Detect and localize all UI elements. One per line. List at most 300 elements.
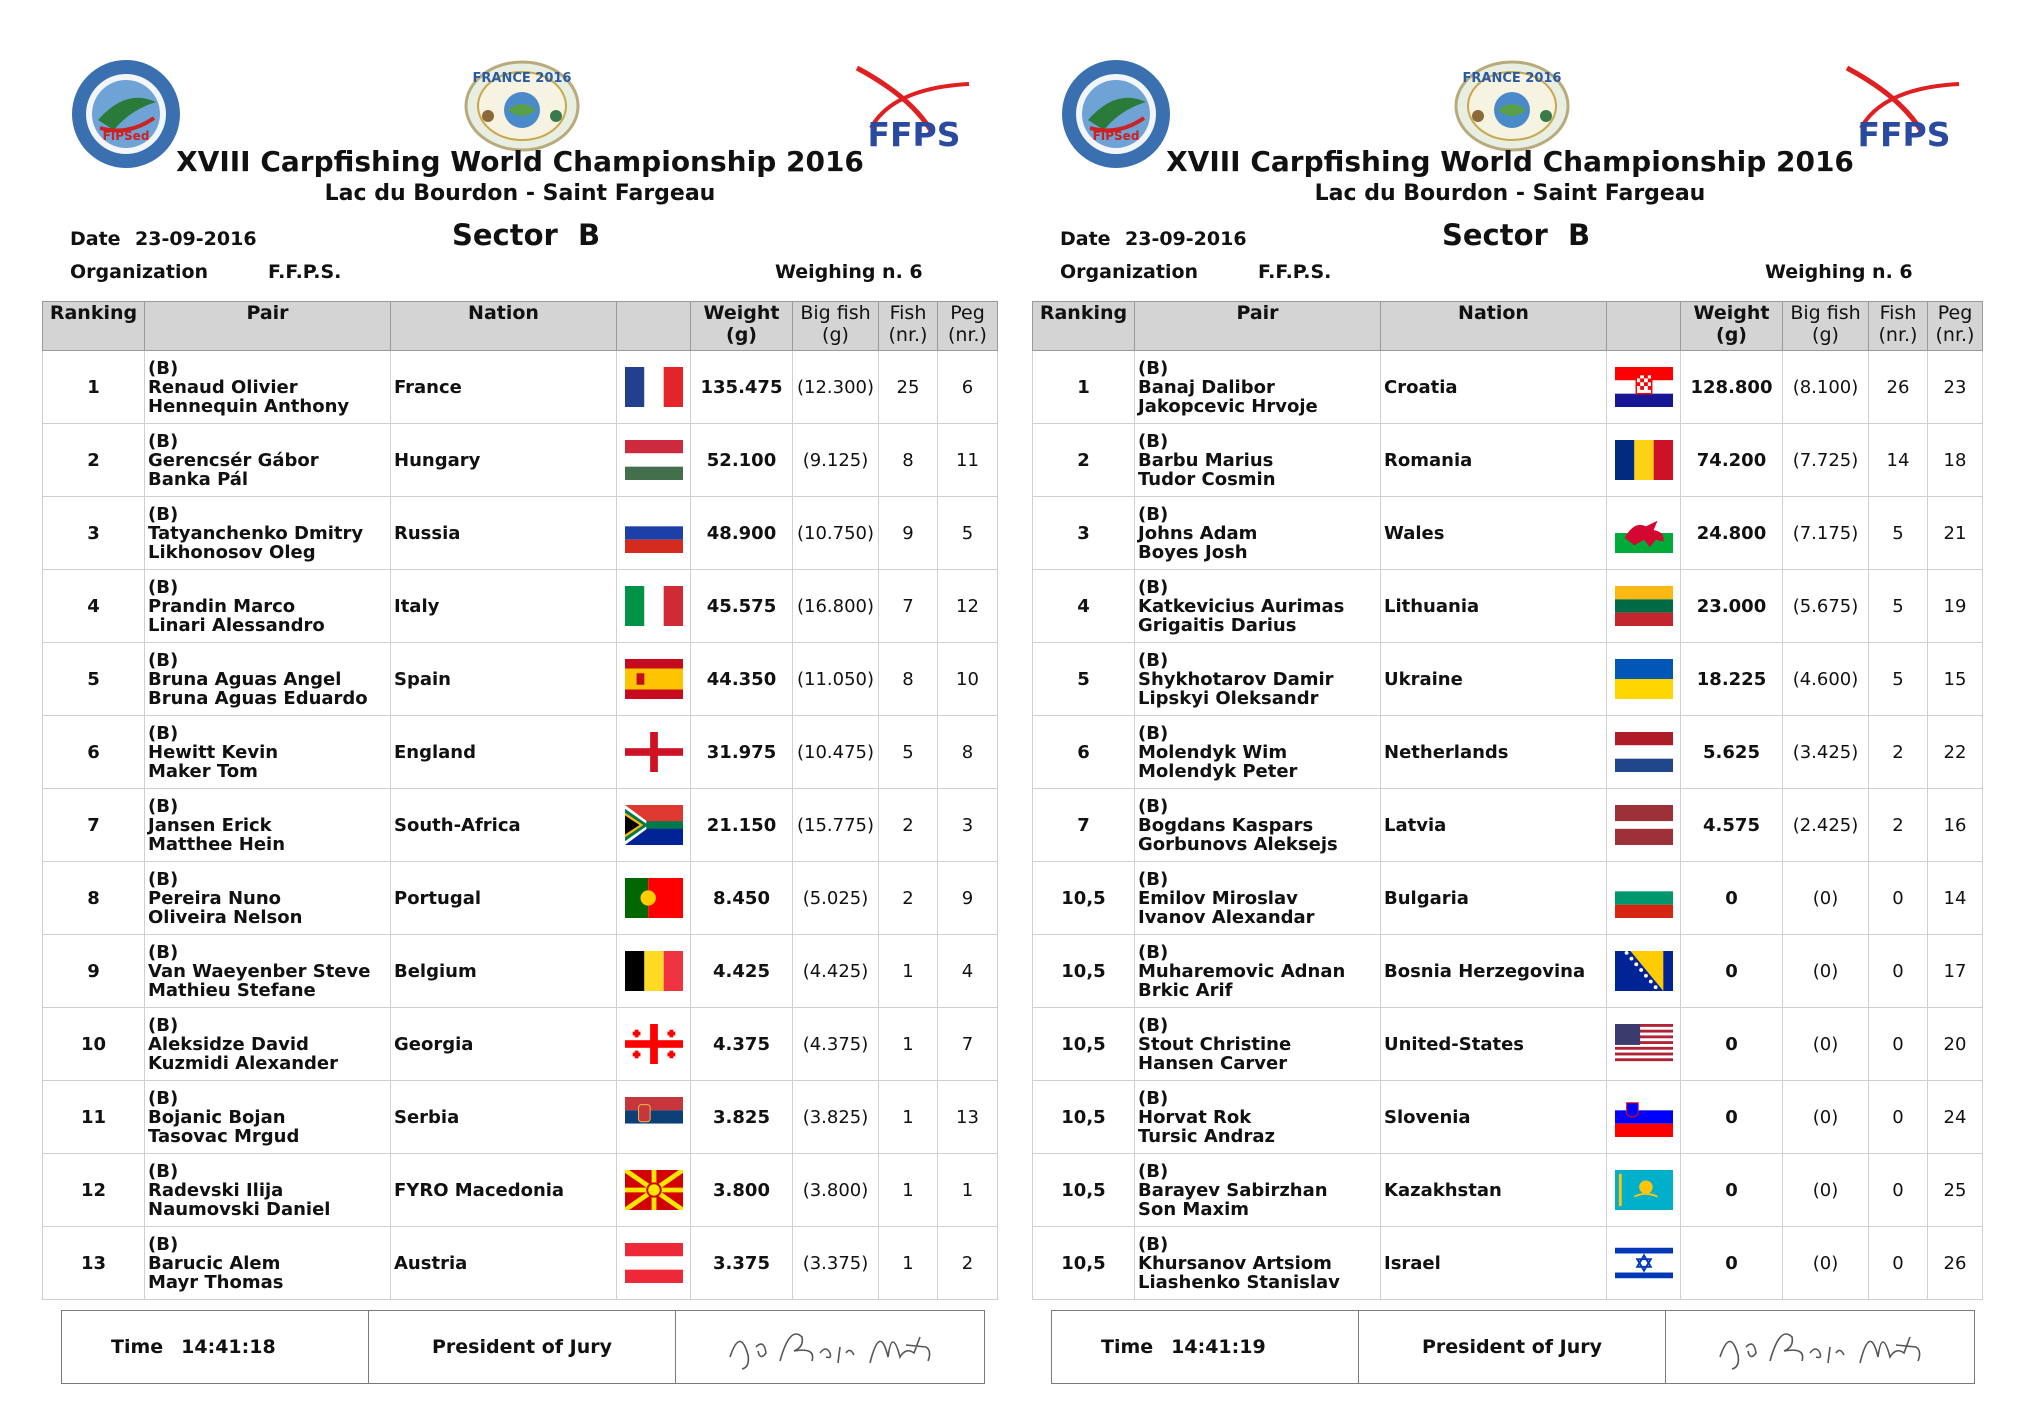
flag-cell: [1607, 1227, 1681, 1300]
pair-member-1: Khursanov Artsiom: [1138, 1252, 1332, 1274]
venue-subtitle: Lac du Bourdon - Saint Fargeau: [324, 181, 716, 206]
weight-cell: 74.200: [1681, 424, 1783, 497]
col-flag: [1607, 302, 1681, 351]
pair-cell: [1135, 1154, 1381, 1227]
pair-member-1: Shykhotarov Damir: [1138, 668, 1334, 690]
pair-sector: (B): [1138, 576, 1169, 598]
weight-cell: 0: [1681, 935, 1783, 1008]
pair-member-2: Mathieu Stefane: [148, 979, 316, 1001]
col-nation: Nation: [1381, 302, 1607, 351]
table-row: [1033, 1008, 1983, 1081]
peg-cell: 15: [1928, 643, 1983, 716]
flag-cell: [1607, 716, 1681, 789]
nation-cell: Serbia: [391, 1081, 617, 1154]
col-fish: Fish (nr.): [1869, 302, 1928, 351]
footer-box: [61, 1310, 985, 1384]
georgia-flag-icon: [625, 1024, 683, 1064]
weight-cell: 5.625: [1681, 716, 1783, 789]
ranking-cell: 10: [43, 1008, 145, 1081]
fish-count-cell: 1: [879, 1081, 938, 1154]
fish-count-cell: 26: [1869, 351, 1928, 424]
england-flag-icon: [625, 732, 683, 772]
table-row: [1033, 862, 1983, 935]
peg-cell: 14: [1928, 862, 1983, 935]
fish-count-cell: 25: [879, 351, 938, 424]
pair-sector: (B): [148, 941, 179, 963]
pair-member-2: Molendyk Peter: [1138, 760, 1298, 782]
ranking-cell: 4: [43, 570, 145, 643]
table-row: [1033, 789, 1983, 862]
ranking-cell: 1: [1033, 351, 1135, 424]
table-row: [43, 497, 998, 570]
nation-cell: Bulgaria: [1381, 862, 1607, 935]
date-value: 23-09-2016: [1125, 228, 1247, 250]
table-row: [43, 935, 998, 1008]
col-big-fish: Big fish (g): [1783, 302, 1869, 351]
col-weight: Weight (g): [691, 302, 793, 351]
organization-value: F.F.P.S.: [1258, 261, 1332, 283]
fish-count-cell: 0: [1869, 1154, 1928, 1227]
portugal-flag-icon: [625, 878, 683, 918]
col-peg: Peg (nr.): [938, 302, 998, 351]
flag-cell: [1607, 935, 1681, 1008]
svg-text:FFPS: FFPS: [867, 115, 961, 154]
pair-cell: [1135, 1227, 1381, 1300]
pair-sector: (B): [1138, 722, 1169, 744]
results-table: [1032, 301, 1983, 1300]
pair-member-2: Likhonosov Oleg: [148, 541, 316, 563]
weight-cell: 23.000: [1681, 570, 1783, 643]
weight-cell: 3.800: [691, 1154, 793, 1227]
pair-sector: (B): [1138, 1014, 1169, 1036]
pair-member-1: Molendyk Wim: [1138, 741, 1288, 763]
time-label: Time: [1101, 1336, 1154, 1358]
pair-member-1: Johns Adam: [1138, 522, 1258, 544]
pair-member-1: Pereira Nuno: [148, 887, 282, 909]
pair-sector: (B): [148, 1014, 179, 1036]
signature-image: [720, 1317, 940, 1377]
nation-cell: France: [391, 351, 617, 424]
table-row: [1033, 1081, 1983, 1154]
pair-member-2: Grigaitis Darius: [1138, 614, 1297, 636]
ranking-cell: 7: [1033, 789, 1135, 862]
pair-member-1: Hewitt Kevin: [148, 741, 279, 763]
france-2016-logo: [1452, 52, 1572, 152]
big-fish-cell: (4.425): [793, 935, 879, 1008]
pair-cell: [1135, 497, 1381, 570]
pair-cell: [145, 1154, 391, 1227]
pair-cell: [145, 789, 391, 862]
peg-cell: 3: [938, 789, 998, 862]
table-row: [1033, 935, 1983, 1008]
big-fish-cell: (4.375): [793, 1008, 879, 1081]
pair-sector: (B): [1138, 1160, 1169, 1182]
table-row: [43, 351, 998, 424]
nation-cell: Portugal: [391, 862, 617, 935]
pair-cell: [145, 935, 391, 1008]
pair-cell: [145, 643, 391, 716]
date-label: Date: [70, 228, 121, 250]
macedonia-flag-icon: [625, 1170, 683, 1210]
ranking-cell: 13: [43, 1227, 145, 1300]
nation-cell: Israel: [1381, 1227, 1607, 1300]
pair-member-2: Tudor Cosmin: [1138, 468, 1276, 490]
pair-cell: [1135, 935, 1381, 1008]
bulgaria-flag-icon: [1615, 878, 1673, 918]
pair-member-2: Jakopcevic Hrvoje: [1138, 395, 1318, 417]
pair-cell: [1135, 643, 1381, 716]
big-fish-cell: (8.100): [1783, 351, 1869, 424]
pair-member-1: Emilov Miroslav: [1138, 887, 1298, 909]
pair-member-2: Mayr Thomas: [148, 1271, 284, 1293]
weight-cell: 4.425: [691, 935, 793, 1008]
table-row: [43, 716, 998, 789]
ranking-cell: 4: [1033, 570, 1135, 643]
israel-flag-icon: [1615, 1243, 1673, 1283]
ukraine-flag-icon: [1615, 659, 1673, 699]
pair-cell: [145, 497, 391, 570]
pair-sector: (B): [1138, 795, 1169, 817]
weight-cell: 0: [1681, 1154, 1783, 1227]
pair-member-1: Radevski Ilija: [148, 1179, 284, 1201]
nation-cell: Wales: [1381, 497, 1607, 570]
results-table: [42, 301, 998, 1300]
flag-cell: [617, 351, 691, 424]
pair-sector: (B): [148, 1160, 179, 1182]
pair-member-1: Bruna Aguas Angel: [148, 668, 342, 690]
col-pair: Pair: [145, 302, 391, 351]
nation-cell: England: [391, 716, 617, 789]
table-row: [43, 1227, 998, 1300]
big-fish-cell: (0): [1783, 1081, 1869, 1154]
big-fish-cell: (0): [1783, 1227, 1869, 1300]
table-row: [1033, 351, 1983, 424]
pair-member-2: Naumovski Daniel: [148, 1198, 331, 1220]
big-fish-cell: (3.800): [793, 1154, 879, 1227]
weight-cell: 18.225: [1681, 643, 1783, 716]
weight-cell: 52.100: [691, 424, 793, 497]
pair-sector: (B): [1138, 430, 1169, 452]
ranking-cell: 8: [43, 862, 145, 935]
peg-cell: 11: [938, 424, 998, 497]
pair-cell: [145, 351, 391, 424]
pair-cell: [145, 1227, 391, 1300]
results-table-body: [1033, 351, 1983, 1300]
weight-cell: 48.900: [691, 497, 793, 570]
france-2016-logo: [462, 52, 582, 152]
nation-cell: Hungary: [391, 424, 617, 497]
nation-cell: FYRO Macedonia: [391, 1154, 617, 1227]
peg-cell: 13: [938, 1081, 998, 1154]
fish-count-cell: 1: [879, 935, 938, 1008]
col-fish: Fish (nr.): [879, 302, 938, 351]
weight-cell: 4.375: [691, 1008, 793, 1081]
weight-cell: 0: [1681, 1081, 1783, 1154]
president-of-jury-label: President of Jury: [369, 1311, 676, 1383]
nation-cell: Kazakhstan: [1381, 1154, 1607, 1227]
pair-cell: [145, 1008, 391, 1081]
bosnia-flag-icon: [1615, 951, 1673, 991]
flag-cell: [1607, 351, 1681, 424]
peg-cell: 18: [1928, 424, 1983, 497]
big-fish-cell: (12.300): [793, 351, 879, 424]
pair-cell: [1135, 1081, 1381, 1154]
flag-cell: [1607, 570, 1681, 643]
table-row: [1033, 1154, 1983, 1227]
table-header-row: [1033, 302, 1983, 351]
fish-count-cell: 7: [879, 570, 938, 643]
pair-member-1: Katkevicius Aurimas: [1138, 595, 1345, 617]
fish-count-cell: 5: [879, 716, 938, 789]
organization-label: Organization: [1060, 261, 1199, 283]
pair-member-1: Barbu Marius: [1138, 449, 1274, 471]
pair-sector: (B): [1138, 941, 1169, 963]
pair-member-1: Tatyanchenko Dmitry: [148, 522, 364, 544]
flag-cell: [1607, 1081, 1681, 1154]
big-fish-cell: (0): [1783, 862, 1869, 935]
president-of-jury-label: President of Jury: [1359, 1311, 1666, 1383]
flag-cell: [1607, 1008, 1681, 1081]
peg-cell: 17: [1928, 935, 1983, 1008]
usa-flag-icon: [1615, 1024, 1673, 1064]
time-value: 14:41:18: [181, 1336, 276, 1358]
footer-time: [1052, 1311, 1359, 1383]
peg-cell: 8: [938, 716, 998, 789]
results-sheet-right: [990, 0, 1980, 1428]
pair-member-1: Aleksidze David: [148, 1033, 309, 1055]
ranking-cell: 10,5: [1033, 935, 1135, 1008]
pair-cell: [145, 862, 391, 935]
results-sheet-left: [0, 0, 990, 1428]
ranking-cell: 10,5: [1033, 1008, 1135, 1081]
pair-member-2: Kuzmidi Alexander: [148, 1052, 339, 1074]
russia-flag-icon: [625, 513, 683, 553]
peg-cell: 6: [938, 351, 998, 424]
nation-cell: Lithuania: [1381, 570, 1607, 643]
ffps-logo: [853, 58, 975, 158]
netherlands-flag-icon: [1615, 732, 1673, 772]
peg-cell: 16: [1928, 789, 1983, 862]
nation-cell: Romania: [1381, 424, 1607, 497]
flag-cell: [1607, 643, 1681, 716]
peg-cell: 25: [1928, 1154, 1983, 1227]
peg-cell: 20: [1928, 1008, 1983, 1081]
flag-cell: [617, 935, 691, 1008]
ranking-cell: 2: [43, 424, 145, 497]
peg-cell: 19: [1928, 570, 1983, 643]
lithuania-flag-icon: [1615, 586, 1673, 626]
pair-sector: (B): [148, 722, 179, 744]
nation-cell: Bosnia Herzegovina: [1381, 935, 1607, 1008]
pair-member-2: Bruna Aguas Eduardo: [148, 687, 368, 709]
nation-cell: Russia: [391, 497, 617, 570]
peg-cell: 24: [1928, 1081, 1983, 1154]
big-fish-cell: (9.125): [793, 424, 879, 497]
ranking-cell: 1: [43, 351, 145, 424]
organization-label: Organization: [70, 261, 209, 283]
pair-sector: (B): [148, 649, 179, 671]
fish-count-cell: 0: [1869, 1081, 1928, 1154]
weight-cell: 3.825: [691, 1081, 793, 1154]
date-value: 23-09-2016: [135, 228, 257, 250]
pair-member-2: Hennequin Anthony: [148, 395, 350, 417]
flag-cell: [1607, 424, 1681, 497]
sector-title: Sector B: [1442, 218, 1591, 252]
svg-text:FRANCE 2016: FRANCE 2016: [472, 71, 572, 86]
pair-member-2: Hansen Carver: [1138, 1052, 1288, 1074]
spain-flag-icon: [625, 659, 683, 699]
svg-text:FIPSed: FIPSed: [1092, 129, 1140, 143]
weight-cell: 0: [1681, 1227, 1783, 1300]
signature-image: [1710, 1317, 1930, 1377]
pair-member-1: Jansen Erick: [148, 814, 272, 836]
nation-cell: South-Africa: [391, 789, 617, 862]
pair-sector: (B): [148, 430, 179, 452]
nation-cell: Italy: [391, 570, 617, 643]
ranking-cell: 10,5: [1033, 1227, 1135, 1300]
big-fish-cell: (7.175): [1783, 497, 1869, 570]
fish-count-cell: 0: [1869, 935, 1928, 1008]
table-row: [43, 789, 998, 862]
nation-cell: Netherlands: [1381, 716, 1607, 789]
svg-text:FIPSed: FIPSed: [102, 129, 150, 143]
pair-cell: [1135, 351, 1381, 424]
flag-cell: [617, 424, 691, 497]
nation-cell: Slovenia: [1381, 1081, 1607, 1154]
pair-sector: (B): [1138, 357, 1169, 379]
peg-cell: 10: [938, 643, 998, 716]
nation-cell: Ukraine: [1381, 643, 1607, 716]
nation-cell: Croatia: [1381, 351, 1607, 424]
peg-cell: 12: [938, 570, 998, 643]
pair-member-1: Van Waeyenber Steve: [148, 960, 371, 982]
fish-count-cell: 8: [879, 424, 938, 497]
pair-sector: (B): [148, 795, 179, 817]
belgium-flag-icon: [625, 951, 683, 991]
flag-cell: [1607, 862, 1681, 935]
weighing-number: Weighing n. 6: [1765, 261, 1913, 283]
weight-cell: 21.150: [691, 789, 793, 862]
pair-member-2: Tasovac Mrgud: [148, 1125, 300, 1147]
pair-cell: [1135, 716, 1381, 789]
italy-flag-icon: [625, 586, 683, 626]
pair-member-1: Horvat Rok: [1138, 1106, 1252, 1128]
col-peg: Peg (nr.): [1928, 302, 1983, 351]
flag-cell: [617, 570, 691, 643]
france-flag-icon: [625, 367, 683, 407]
big-fish-cell: (7.725): [1783, 424, 1869, 497]
ranking-cell: 6: [1033, 716, 1135, 789]
nation-cell: United-States: [1381, 1008, 1607, 1081]
ranking-cell: 5: [43, 643, 145, 716]
peg-cell: 26: [1928, 1227, 1983, 1300]
table-row: [43, 424, 998, 497]
ranking-cell: 10,5: [1033, 1154, 1135, 1227]
peg-cell: 9: [938, 862, 998, 935]
pair-cell: [1135, 424, 1381, 497]
ranking-cell: 10,5: [1033, 1081, 1135, 1154]
results-table-body: [43, 351, 998, 1300]
svg-text:FFPS: FFPS: [1857, 115, 1951, 154]
fish-count-cell: 2: [879, 789, 938, 862]
pair-sector: (B): [1138, 868, 1169, 890]
flag-cell: [617, 789, 691, 862]
table-header-row: [43, 302, 998, 351]
weight-cell: 8.450: [691, 862, 793, 935]
pair-member-1: Banaj Dalibor: [1138, 376, 1275, 398]
signature-cell: [676, 1311, 984, 1383]
pair-member-2: Matthee Hein: [148, 833, 286, 855]
weight-cell: 128.800: [1681, 351, 1783, 424]
weight-cell: 0: [1681, 862, 1783, 935]
big-fish-cell: (15.775): [793, 789, 879, 862]
svg-text:FRANCE 2016: FRANCE 2016: [1462, 71, 1562, 86]
pair-cell: [145, 1081, 391, 1154]
big-fish-cell: (16.800): [793, 570, 879, 643]
pair-member-1: Prandin Marco: [148, 595, 296, 617]
fish-count-cell: 5: [1869, 643, 1928, 716]
ranking-cell: 3: [43, 497, 145, 570]
weight-cell: 4.575: [1681, 789, 1783, 862]
serbia-flag-icon: [625, 1097, 683, 1137]
pair-cell: [145, 424, 391, 497]
peg-cell: 4: [938, 935, 998, 1008]
wales-flag-icon: [1615, 513, 1673, 553]
table-row: [1033, 716, 1983, 789]
pair-member-1: Barayev Sabirzhan: [1138, 1179, 1328, 1201]
ranking-cell: 5: [1033, 643, 1135, 716]
kazakhstan-flag-icon: [1615, 1170, 1673, 1210]
col-ranking: Ranking: [43, 302, 145, 351]
big-fish-cell: (4.600): [1783, 643, 1869, 716]
south-africa-flag-icon: [625, 805, 683, 845]
ranking-cell: 10,5: [1033, 862, 1135, 935]
fish-count-cell: 0: [1869, 1227, 1928, 1300]
pair-member-1: Muharemovic Adnan: [1138, 960, 1346, 982]
table-row: [43, 570, 998, 643]
organization-value: F.F.P.S.: [268, 261, 342, 283]
peg-cell: 2: [938, 1227, 998, 1300]
championship-title: XVIII Carpfishing World Championship 2016: [1166, 145, 1854, 178]
peg-cell: 5: [938, 497, 998, 570]
peg-cell: 7: [938, 1008, 998, 1081]
flag-cell: [1607, 497, 1681, 570]
big-fish-cell: (0): [1783, 1008, 1869, 1081]
pair-member-1: Barucic Alem: [148, 1252, 281, 1274]
latvia-flag-icon: [1615, 805, 1673, 845]
flag-cell: [617, 716, 691, 789]
weight-cell: 24.800: [1681, 497, 1783, 570]
pair-member-1: Renaud Olivier: [148, 376, 298, 398]
pair-member-2: Liashenko Stanislav: [1138, 1271, 1340, 1293]
pair-member-2: Lipskyi Oleksandr: [1138, 687, 1319, 709]
table-row: [43, 643, 998, 716]
pair-sector: (B): [148, 868, 179, 890]
weight-cell: 135.475: [691, 351, 793, 424]
time-value: 14:41:19: [1171, 1336, 1266, 1358]
ranking-cell: 12: [43, 1154, 145, 1227]
pair-member-2: Brkic Arif: [1138, 979, 1233, 1001]
pair-sector: (B): [148, 1233, 179, 1255]
pair-sector: (B): [1138, 503, 1169, 525]
table-row: [1033, 497, 1983, 570]
fish-count-cell: 1: [879, 1008, 938, 1081]
time-label: Time: [111, 1336, 164, 1358]
footer-time: [62, 1311, 369, 1383]
pair-cell: [145, 716, 391, 789]
big-fish-cell: (5.025): [793, 862, 879, 935]
flag-cell: [1607, 1154, 1681, 1227]
